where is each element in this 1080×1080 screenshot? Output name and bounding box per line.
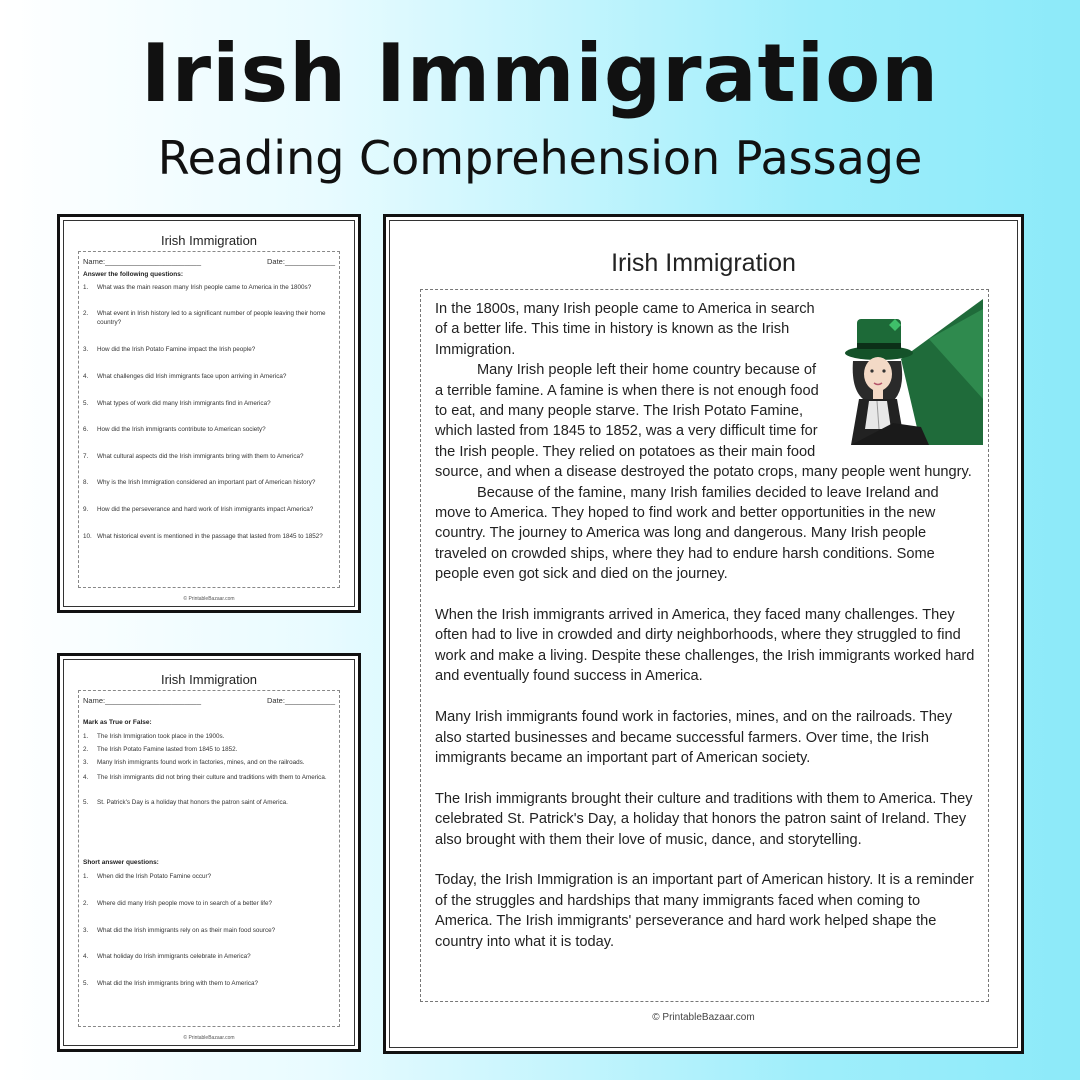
question-item: 1. What was the main reason many Irish people came to America in the 1800s?	[83, 284, 312, 291]
true-false-item: 4. The Irish immigrants did not bring their culture and traditions with them to America.	[83, 774, 327, 781]
question-item: 7. What cultural aspects did the Irish immigrants bring with them to America?	[83, 453, 304, 460]
copyright-footer: © PrintableBazaar.com	[652, 1012, 755, 1023]
paragraph: Many Irish immigrants found work in factories, mines, and on the railroads. They also started businesses and became successful farmers. Over time, the Irish immigrants became an important part of American society.	[435, 709, 953, 766]
true-false-item: 1. The Irish Immigration took place in the 1900s.	[83, 733, 225, 740]
questions-worksheet-preview[interactable]	[57, 214, 361, 613]
question-item: 4. What challenges did Irish immigrants face upon arriving in America?	[83, 373, 287, 380]
question-item: 3. How did the Irish Potato Famine impact the Irish people?	[83, 346, 256, 353]
short-answer-item: 2. Where did many Irish people move to in search of a better life?	[83, 900, 273, 907]
subtitle: Reading Comprehension Passage	[157, 131, 923, 185]
true-false-worksheet-preview[interactable]	[57, 653, 361, 1052]
paragraph: In the 1800s, many Irish people came to America in search of a better life. This time in history is known as the Irish Immigration.	[435, 301, 815, 358]
copyright-footer: © PrintableBazaar.com	[183, 596, 235, 602]
short-answer-item: 3. What did the Irish immigrants rely on as their main food source?	[83, 927, 276, 934]
question-item: 8. Why is the Irish Immigration considered an important part of American history?	[83, 479, 316, 486]
question-item: 5. What types of work did many Irish immigrants find in America?	[83, 400, 271, 407]
copyright-footer: © PrintableBazaar.com	[183, 1035, 235, 1041]
passage-worksheet-preview[interactable]	[383, 214, 1024, 1054]
question-item: 2. What event in Irish history led to a significant number of people leaving their home country?	[83, 310, 326, 327]
paragraph: The Irish immigrants brought their culture and traditions with them to America. They celebrated St. Patrick's Day, a holiday that honors the patron saint of Ireland. They also brought with them their love of music, dance, and storytelling.	[435, 790, 973, 848]
paragraph: Today, the Irish Immigration is an important part of American history. It is a reminder of the struggles and hardships that many immigrants faced when coming to America. The Irish immigrants' perseverance and hard work helped shape the country into what it is today.	[435, 872, 974, 950]
name-label: Name:_______________________	[83, 257, 202, 266]
short-answer-item: 4. What holiday do Irish immigrants celebrate in America?	[83, 953, 251, 960]
irish-woman-illustration	[833, 299, 983, 445]
date-label: Date:____________	[267, 696, 335, 705]
short-answer-item: 1. When did the Irish Potato Famine occur?	[83, 873, 212, 880]
worksheet-title: Irish Immigration	[160, 672, 258, 687]
paragraph: When the Irish immigrants arrived in America, they faced many challenges. They often had to live in crowded and dirty neighborhoods, where they struggled to find work and make a living. Despite these challenges, the Irish immigrants worked hard and eventually found success in America.	[435, 607, 975, 685]
passage-text	[435, 299, 975, 952]
paragraph: Because of the famine, many Irish families decided to leave Ireland and move to America. They hoped to find work and better opportunities in the new country. The journey to America was long and dangerous. Many Irish people traveled on crowded ships, where they had to endure harsh conditions. Some people even got sick and died on the journey.	[435, 484, 939, 583]
question-item: 10. What historical event is mentioned in the passage that lasted from 1845 to 1852?	[83, 533, 323, 540]
worksheet-title: Irish Immigration	[160, 233, 258, 248]
main-title: Irish Immigration	[140, 27, 940, 120]
true-false-item: 2. The Irish Potato Famine lasted from 1845 to 1852.	[83, 746, 238, 753]
paragraph: Many Irish people left their home country because of a terrible famine. A famine is when there is not enough food to eat, and many people starve. The Irish Potato Famine, which lasted from 1845 to 1852, was a very difficult time for the Irish people. They relied on potatoes as their main food source, and when a disease destroyed the potato crops, many people went hungry.	[435, 362, 972, 481]
name-label: Name:_______________________	[83, 696, 202, 705]
question-item: 6. How did the Irish immigrants contribute to American society?	[83, 426, 266, 433]
question-item: 9. How did the perseverance and hard work of Irish immigrants impact America?	[83, 506, 314, 513]
date-label: Date:____________	[267, 257, 335, 266]
true-false-heading: Mark as True or False:	[83, 719, 152, 726]
short-answer-heading: Short answer questions:	[83, 859, 159, 866]
passage-title: Irish Immigration	[611, 249, 796, 277]
true-false-item: 3. Many Irish immigrants found work in factories, mines, and on the railroads.	[83, 759, 305, 766]
instructions-heading: Answer the following questions:	[83, 271, 184, 278]
true-false-item: 5. St. Patrick's Day is a holiday that honors the patron saint of America.	[83, 799, 288, 806]
short-answer-item: 5. What did the Irish immigrants bring with them to America?	[83, 980, 258, 987]
passage-frame	[420, 289, 989, 1002]
